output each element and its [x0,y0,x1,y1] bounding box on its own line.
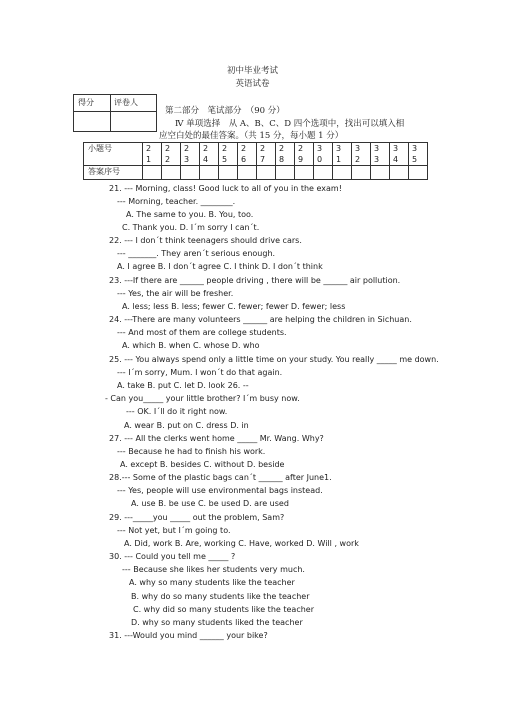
question-number-digit-tens: 2 [222,144,228,153]
answer-cell[interactable] [143,166,162,180]
question-line: B. why do so many students like the teacher [131,592,310,601]
question-number-digit-tens: 2 [146,144,152,153]
question-number-cell [333,143,352,166]
answer-grid-answer-row [84,166,428,180]
question-line: A. wear B. put on C. dress D. in [124,421,249,430]
question-line: 22. --- I don΄t think teenagers should drive cars. [109,236,302,245]
answer-cell[interactable] [219,166,238,180]
question-line: A. which B. when C. whose D. who [122,341,260,350]
question-number-digit-ones: 3 [184,155,190,164]
question-number-digit-tens: 2 [184,144,190,153]
question-number-digit-tens: 2 [298,144,304,153]
question-line: 30. --- Could you tell me _____ ? [109,552,236,561]
question-number-cell [314,143,333,166]
answer-label: 答案序号 [84,166,143,180]
question-line: 24. ---There are many volunteers ______ are helping the children in Sichuan. [109,315,412,324]
question-line: --- Yes, people will use environmental bags instead. [117,486,323,495]
answer-cell[interactable] [162,166,181,180]
question-number-digit-ones: 1 [336,155,342,164]
exam-subtitle: 英语试卷 [235,79,270,89]
question-line: 29. ---_____you _____ out the problem, Sam? [109,513,285,522]
question-number-cell [390,143,409,166]
question-number-digit-ones: 7 [260,155,266,164]
question-number-digit-ones: 5 [412,155,418,164]
question-line: 28.--- Some of the plastic bags can΄t ______ after June1. [109,473,332,482]
question-number-cell [276,143,295,166]
question-line: 25. --- You always spend only a little time on your study. You really _____ me down. [109,355,439,364]
answer-cell[interactable] [200,166,219,180]
grader-label: 评卷人 [114,98,138,107]
question-number-digit-tens: 3 [374,144,380,153]
question-number-cell [162,143,181,166]
question-number-digit-ones: 2 [355,155,361,164]
question-line: --- Not yet, but I΄m going to. [117,526,231,535]
question-number-digit-ones: 3 [374,155,380,164]
answer-grid [83,142,428,180]
question-line: 21. --- Morning, class! Good luck to all of you in the exam! [109,184,342,193]
question-number-cell [200,143,219,166]
score-box-row-divider [74,111,156,112]
question-number-digit-tens: 2 [260,144,266,153]
question-number-digit-ones: 8 [279,155,285,164]
question-number-digit-tens: 3 [393,144,399,153]
question-line: --- And most of them are college students. [117,328,287,337]
question-line: 23. ---If there are ______ people driving , there will be ______ air pollution. [109,276,401,285]
question-line: A. use B. be use C. be used D. are used [131,499,289,508]
score-label: 得分 [78,98,94,107]
question-number-digit-tens: 3 [336,144,342,153]
question-number-cell [219,143,238,166]
answer-cell[interactable] [276,166,295,180]
question-number-digit-tens: 2 [241,144,247,153]
answer-cell[interactable] [181,166,200,180]
question-number-cell [352,143,371,166]
question-line: 31. ---Would you mind ______ your bike? [109,631,268,640]
question-line: A. take B. put C. let D. look 26. -- [117,381,249,390]
question-line: --- Because she likes her students very much. [122,565,305,574]
question-line: --- I΄m sorry, Mum. I won΄t do that again. [117,368,283,377]
section-instruction-line1: Ⅳ 单项选择 从 A、B、C、D 四个选项中，找出可以填入相 [175,119,405,129]
question-line: --- Because he had to finish his work. [117,447,266,456]
question-line: C. why did so many students like the teacher [133,605,314,614]
section-heading: 第二部分 笔试部分 （90 分） [165,106,285,116]
answer-cell[interactable] [314,166,333,180]
question-number-cell [257,143,276,166]
answer-cell[interactable] [352,166,371,180]
question-line: --- Yes, the air will be fresher. [117,289,234,298]
question-line: 27. --- All the clerks went home _____ Mr. Wang. Why? [109,434,324,443]
question-line: --- OK. I΄ll do it right now. [126,407,228,416]
section-instruction-line2: 应空白处的最佳答案。（共 15 分，每小题 1 分） [159,131,344,141]
question-number-digit-ones: 9 [298,155,304,164]
question-number-cell [371,143,390,166]
question-number-digit-ones: 2 [165,155,171,164]
question-number-digit-tens: 2 [203,144,209,153]
answer-cell[interactable] [257,166,276,180]
question-number-cell [143,143,162,166]
question-line: A. I agree B. I don΄t agree C. I think D. I don΄t think [117,262,323,271]
question-number-cell [181,143,200,166]
question-number-label: 小题号 [84,143,143,166]
question-line: A. Did, work B. Are, working C. Have, worked D. Will , work [124,539,359,548]
question-number-cell [238,143,257,166]
question-number-digit-ones: 4 [203,155,209,164]
answer-cell[interactable] [238,166,257,180]
answer-cell[interactable] [390,166,409,180]
question-line: A. less; less B. less; fewer C. fewer; fewer D. fewer; less [122,302,346,311]
question-line: D. why so many students liked the teacher [131,618,303,627]
answer-cell[interactable] [295,166,314,180]
question-line: C. Thank you. D. I΄m sorry I can΄t. [122,223,260,232]
question-number-digit-tens: 3 [355,144,361,153]
question-line: A. The same to you. B. You, too. [126,210,254,219]
question-number-digit-tens: 3 [412,144,418,153]
question-number-digit-tens: 2 [279,144,285,153]
exam-title: 初中毕业考试 [226,66,278,76]
answer-cell[interactable] [371,166,390,180]
question-line: A. why so many students like the teacher [129,578,295,587]
question-number-digit-ones: 5 [222,155,228,164]
question-number-digit-ones: 1 [146,155,152,164]
question-line: --- _______. They aren΄t serious enough. [117,249,276,258]
question-line: --- Morning, teacher. ________. [117,197,236,206]
answer-cell[interactable] [409,166,428,180]
score-box [73,94,157,132]
question-line: A. except B. besides C. without D. beside [120,460,285,469]
score-box-divider [110,95,111,131]
question-number-digit-tens: 2 [165,144,171,153]
question-number-digit-ones: 4 [393,155,399,164]
question-number-cell [409,143,428,166]
question-number-digit-ones: 0 [317,155,323,164]
question-number-digit-ones: 6 [241,155,247,164]
answer-grid-number-row [84,143,428,166]
question-number-digit-tens: 3 [317,144,323,153]
question-number-cell [295,143,314,166]
answer-cell[interactable] [333,166,352,180]
question-line: - Can you_____ your little brother? I΄m busy now. [105,394,300,403]
